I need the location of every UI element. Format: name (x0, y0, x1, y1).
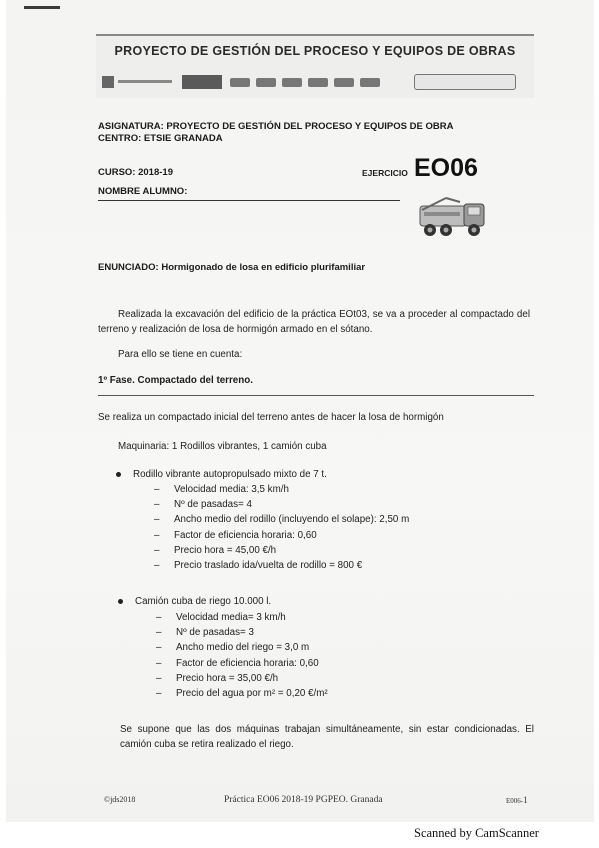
footer-page (506, 795, 528, 805)
bullet-icon (118, 599, 123, 604)
machine-roller (116, 469, 409, 573)
ministry-logo (102, 76, 174, 88)
equipment-icons (230, 75, 406, 89)
subject-line: ASIGNATURA: PROYECTO DE GESTIÓN DEL PROCESO Y EQUIPOS DE OBRA (98, 121, 454, 132)
spec-item: – Precio del agua por m² = 0,20 €/m² (156, 687, 328, 699)
spec-list (118, 610, 328, 701)
spec-item: – Velocidad media= 3 km/h (156, 612, 286, 623)
institution-logo (182, 75, 222, 89)
exercise-code: EO06 (414, 154, 478, 182)
spec-item: – Nº de pasadas= 3 (156, 627, 254, 639)
phase-underline (98, 395, 534, 396)
document-page (6, 0, 594, 822)
page-number: 1 (523, 795, 528, 805)
spec-item: – Factor de eficiencia horaria: 0,60 (156, 657, 319, 669)
student-name-label: NOMBRE ALUMNO: (98, 186, 188, 197)
closing-paragraph: Se supone que las dos máquinas trabajan simultáneamente, sin estar condicionadas. El camión cuba se retira realizado el riego. (120, 724, 534, 750)
page-prefix: E006- (506, 797, 524, 805)
centre-line: CENTRO: ETSIE GRANADA (98, 133, 223, 144)
consider-paragraph: Para ello se tiene en cuenta: (118, 349, 243, 360)
spec-item: – Precio hora = 45,00 €/h (154, 544, 277, 556)
spec-list (116, 482, 409, 573)
phase-heading: 1º Fase. Compactado del terreno. (98, 375, 253, 386)
spec-item: – Nº de pasadas= 4 (154, 499, 252, 511)
logos-strip (102, 72, 528, 92)
header-title: PROYECTO DE GESTIÓN DEL PROCESO Y EQUIPOS DE OBRAS (114, 44, 516, 58)
machine-water-truck (118, 596, 328, 701)
phase-intro-paragraph: Se realiza un compactado inicial del terreno antes de hacer la losa de hormigón (98, 412, 444, 423)
partner-logo (414, 74, 516, 90)
spec-item: – Factor de eficiencia horaria: 0,60 (154, 529, 317, 541)
student-name-underline (98, 200, 400, 201)
machine-name: Rodillo vibrante autopropulsado mixto de 7 t. (133, 469, 327, 480)
spec-item: – Velocidad media: 3,5 km/h (154, 484, 289, 495)
footer-copyright: ©jds2018 (104, 795, 136, 804)
header-banner (96, 34, 534, 98)
concrete-pump-truck-icon (416, 192, 488, 242)
bullet-icon (116, 472, 121, 477)
footer-title: Práctica EO06 2018-19 PGPEO. Granada (224, 795, 383, 805)
intro-paragraph: Realizada la excavación del edificio de la práctica EOt03, se va a proceder al compactado del terreno y realización de losa de hormigón armado en el sótano. (98, 309, 530, 335)
machine-name: Camión cuba de riego 10.000 l. (135, 596, 272, 607)
statement-heading: ENUNCIADO: Hormigonado de losa en edificio plurifamiliar (98, 262, 366, 273)
scan-artifact (24, 6, 60, 9)
course-line: CURSO: 2018-19 (98, 167, 173, 178)
spec-item: – Ancho medio del rodillo (incluyendo el solape): 2,50 m (154, 514, 410, 526)
exercise-label: EJERCICIO (362, 168, 408, 178)
spec-item: – Precio hora = 35,00 €/h (156, 672, 279, 684)
spec-item: – Ancho medio del riego = 3,0 m (156, 642, 310, 654)
spec-item: – Precio traslado ida/vuelta de rodillo = 800 € (154, 559, 363, 571)
machinery-paragraph: Maquinaria: 1 Rodillos vibrantes, 1 camión cuba (118, 441, 327, 452)
scanner-watermark: Scanned by CamScanner (414, 826, 539, 840)
